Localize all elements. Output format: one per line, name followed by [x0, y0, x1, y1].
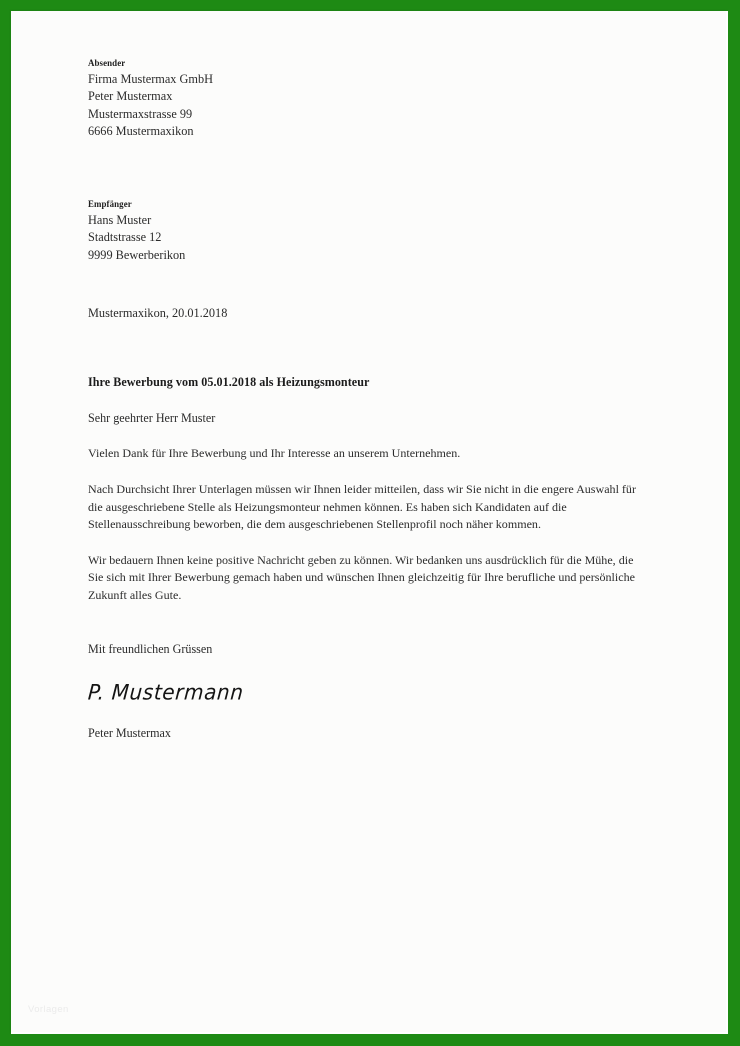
body-paragraph-1: Vielen Dank für Ihre Bewerbung und Ihr Interesse an unserem Unternehmen. — [88, 446, 461, 461]
recipient-address-block — [88, 198, 668, 264]
sender-label: Absender — [88, 58, 126, 68]
watermark-label: Vorlagen — [28, 1004, 69, 1015]
place-and-date-line: Mustermaxikon, 20.01.2018 — [88, 306, 228, 321]
sender-line-company: Firma Mustermax GmbH — [88, 72, 214, 86]
recipient-line-street: Stadtstrasse 12 — [88, 230, 162, 245]
signature-printed-name: Peter Mustermax — [88, 725, 171, 740]
sender-line-street: Mustermaxstrasse 99 — [88, 106, 193, 121]
body-paragraph-2: Nach Durchsicht Ihrer Unterlagen müssen wir Ihnen leider mitteilen, dass wir Sie nicht in die engere Auswahl für die ausgeschriebene Stelle als Heizungsmonteur nehmen können. Es haben sich Kandidaten auf die Stellenausschreibung beworben, die dem ausgeschriebenen Stellenprofil noch näher kommen. — [88, 481, 636, 532]
sender-address-block — [88, 57, 668, 140]
letter-page — [11, 11, 728, 1034]
subject-line: Ihre Bewerbung vom 05.01.2018 als Heizungsmonteur — [88, 375, 370, 390]
body-paragraph-3: Wir bedauern Ihnen keine positive Nachricht geben zu können. Wir bedanken uns ausdrücklich für die Mühe, die Sie sich mit Ihrer Bewerbung gemach haben und wünschen Ihnen gleichzeitig für Ihre berufliche und persönliche Zukunft alles Gute. — [88, 552, 635, 602]
recipient-label: Empfänger — [88, 199, 132, 210]
sender-line-person: Peter Mustermax — [88, 89, 173, 104]
closing-line: Mit freundlichen Grüssen — [88, 641, 213, 656]
salutation-line: Sehr geehrter Herr Muster — [88, 411, 216, 426]
recipient-line-person: Hans Muster — [88, 213, 152, 228]
letter-content — [88, 57, 668, 742]
handwritten-signature: P. Mustermann — [87, 678, 245, 705]
sender-line-city: 6666 Mustermaxikon — [88, 123, 194, 138]
recipient-line-city: 9999 Bewerberikon — [88, 247, 186, 262]
